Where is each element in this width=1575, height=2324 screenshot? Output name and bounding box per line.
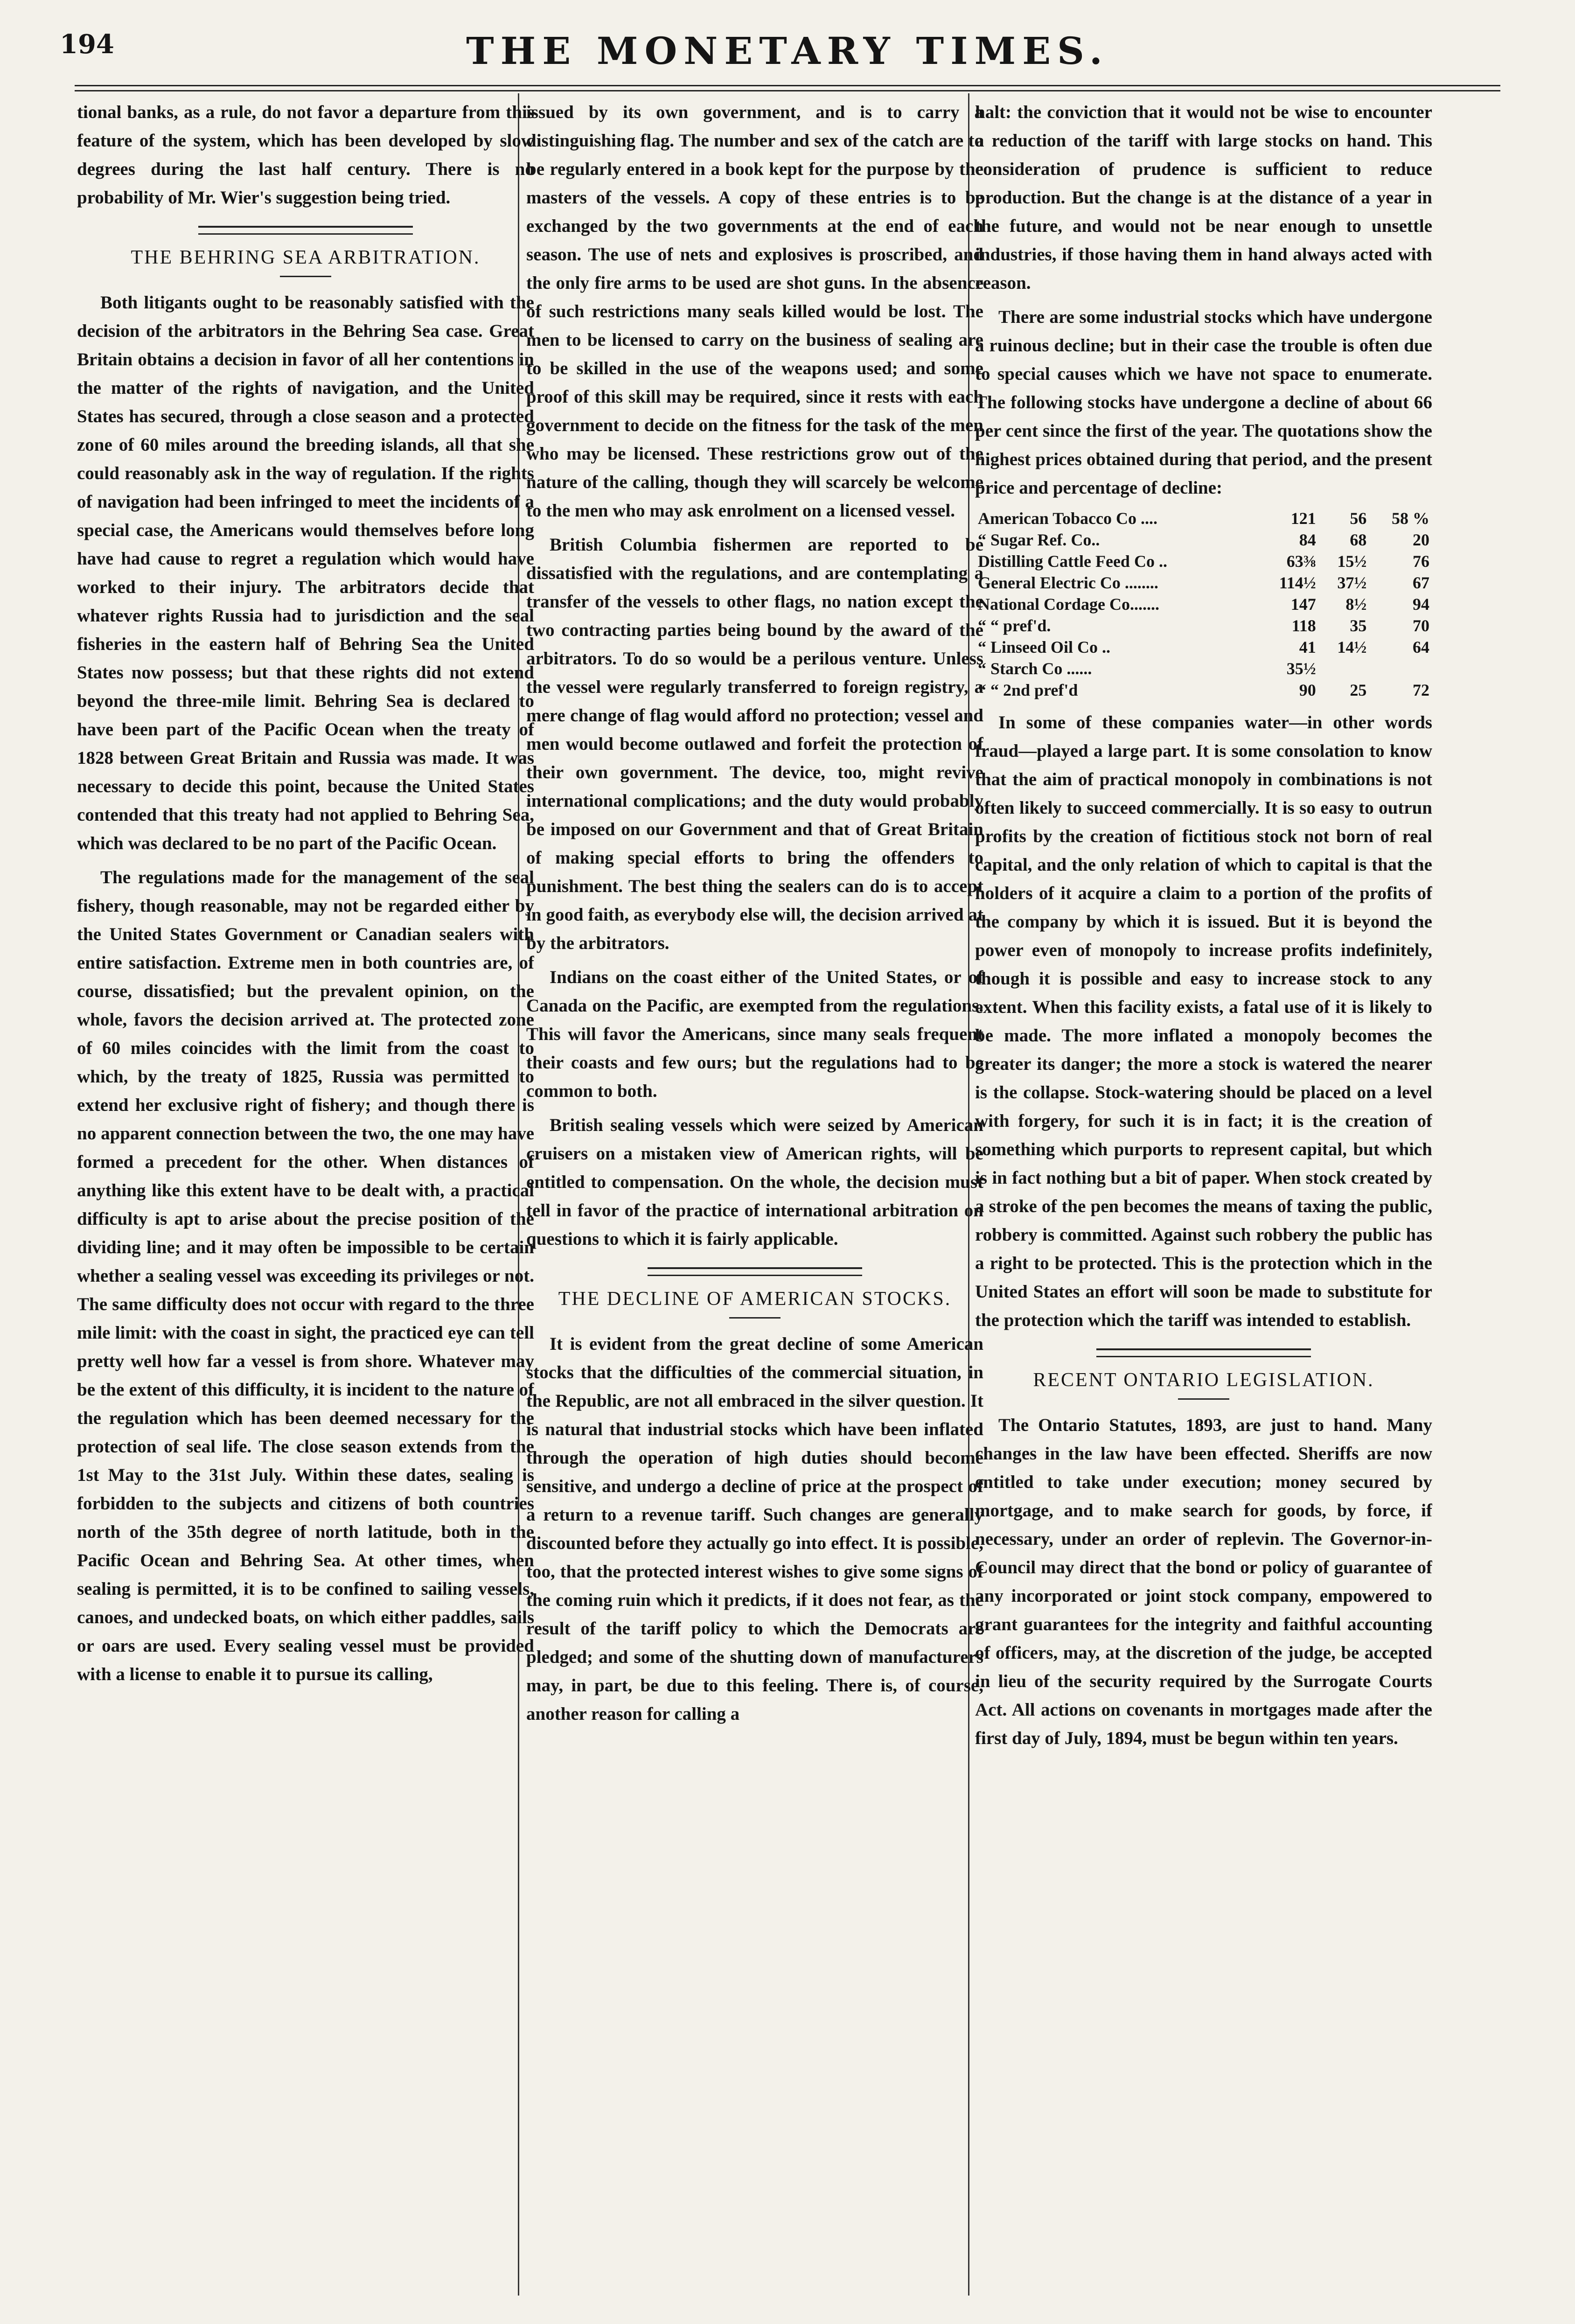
stock-name: “ Sugar Ref. Co.. (978, 530, 1100, 549)
page-number: 194 (60, 29, 114, 60)
header-rule (75, 85, 1500, 91)
stock-high: 90 (1299, 681, 1316, 699)
table-row (975, 508, 1432, 529)
stock-pct (1369, 658, 1432, 679)
stock-high: 121 (1290, 509, 1316, 528)
article-headline: RECENT ONTARIO LEGISLATION. (1033, 1369, 1374, 1391)
column-1 (77, 98, 534, 2300)
stock-pct: 58 % (1392, 509, 1429, 528)
paragraph: Indians on the coast either of the United States, or of Canada on the Pacific, are exempted from the regulations. This will favor the Americans, since many seals frequent their coasts and few ours; but the regulations had to be common to both. (526, 967, 983, 1101)
stock-high: 84 (1299, 530, 1316, 549)
stock-pct: 94 (1413, 595, 1429, 614)
stock-pct: 70 (1413, 616, 1429, 635)
stock-now: 37½ (1337, 573, 1367, 592)
paragraph: Both litigants ought to be reasonably satisfied with the decision of the arbitrators in the Behring Sea case. Great Britain obtains a decision in favor of all her contentions in the matter of the rights of navigation, and the United States has secured, through a close season and a protected zone of 60 miles around the breeding islands, all that she could reasonably ask in the way of regulation. If the rights of navigation had been infringed to meet the incidents of a special case, the Americans would themselves before long have had cause to regret a regulation which would have worked to their injury. The arbitrators decide that whatever rights Russia had to jurisdiction and the seal fisheries in the eastern half of Behring Sea the United States now possess; but that these rights did not extend beyond the three-mile limit. Behring Sea is declared to have been part of the Pacific Ocean when the treaty of 1828 between Great Britain and Russia was made. It was necessary to decide this point, because the United States contended that this treaty had not applied to Behring Sea, which was declared to be no part of the Pacific Ocean. (77, 293, 534, 853)
table-row (975, 529, 1432, 551)
stock-now: 35 (1350, 616, 1367, 635)
paragraph: The regulations made for the management of the seal fishery, though reasonable, may not be regarded either by the United States Government or Canadian sealers with entire satisfaction. Extreme men in both countries are, of course, dissatisfied; but the prevalent opinion, on the whole, favors the decision arrived at. The protected zone of 60 miles coincides with the limit from the coast to which, by the treaty of 1825, Russia was permitted to extend her exclusive right of fishery; and though there is no apparent connection between the two, the one may have formed a precedent for the other. When distances of anything like this extent have to be dealt with, a practical difficulty is apt to arise about the precise position of the dividing line; and it may often be impossible to be certain whether a sealing vessel was exceeding its privileges or not. The same difficulty does not occur with regard to the three mile limit: with the coast in sight, the practiced eye can tell pretty well how far a vessel is from shore. Whatever may be the extent of this difficulty, it is incident to the nature of the regulation which has been deemed necessary for the protection of seal life. The close season extends from the 1st May to the 31st July. Within these dates, sealing is forbidden to the subjects and citizens of both countries north of the 35th degree of north latitude, both in the Pacific Ocean and Behring Sea. At other times, when sealing is permitted, it is to be confined to sailing vessels, canoes, and undecked boats, on which either paddles, sails or oars are used. Every sealing vessel must be provided with a license to enable it to pursue its calling, (77, 867, 534, 1684)
headline-rule (1178, 1398, 1229, 1400)
article-headline: THE BEHRING SEA ARBITRATION. (131, 247, 481, 268)
stock-name: “ Starch Co ...... (978, 659, 1092, 678)
stock-pct: 64 (1413, 638, 1429, 656)
stock-now: 15½ (1337, 552, 1367, 571)
stock-name: American Tobacco Co .... (978, 509, 1157, 528)
table-row (975, 636, 1432, 658)
masthead-title: THE MONETARY TIMES. (466, 29, 1109, 73)
paragraph: In some of these companies water—in other words fraud—played a large part. It is some consolation to know that the aim of practical monopoly in combinations is not often likely to succeed commercially. It is so easy to outrun profits by the creation of fictitious stock not born of real capital, and the only relation of which to capital is that the holders of it acquire a claim to a portion of the profits of the company by which it is issued. But it is beyond the power even of monopoly to increase profits indefinitely, though it is possible and easy to increase stock to any extent. When this facility exists, a fatal use of it is likely to be made. The more inflated a monopoly becomes the greater its danger; the more a stock is watered the nearer is the collapse. Stock-watering should be placed on a level with forgery, for such it is in fact; it is the creation of something which purports to represent capital, but which is in fact nothing but a bit of paper. When stock created by a stroke of the pen becomes the means of taxing the public, robbery is committed. Against such robbery the public has a right to be protected. This is the protection which in the United States an effort will soon be made to substitute for the protection which the tariff was intended to establish. (975, 712, 1432, 1330)
stock-high: 114½ (1279, 573, 1316, 592)
paragraph: British Columbia fishermen are reported to be dissatisfied with the regulations, and are contemplating a transfer of the vessels to other flags, no nation except the two contracting parties being bound by the award of the arbitrators. To do so would be a perilous venture. Unless the vessel were regularly transferred to foreign registry, a mere change of flag would afford no protection; vessel and men would become outlawed and forfeit the protection of their own government. The device, too, might revive international complications; and the duty would probably be imposed on our Government and that of Great Britain of making special efforts to bring the offenders to punishment. The best thing the sealers can do is to accept in good faith, as everybody else will, the decision arrived at by the arbitrators. (526, 535, 983, 953)
stock-high: 63⅜ (1286, 552, 1316, 571)
table-row (975, 679, 1432, 701)
stock-now: 14½ (1337, 638, 1367, 656)
stock-pct: 76 (1413, 552, 1429, 571)
paragraph: The Ontario Statutes, 1893, are just to hand. Many changes in the law have been effected. Sheriffs are now entitled to take under execution; money secured by mortgage, and to make search for goods, by force, if necessary, under an order of replevin. The Governor-in-Council may direct that the bond or policy of guarantee of any incorporated or joint stock company, empowered to grant guarantees for the integrity and faithful accounting of officers, may, at the discretion of the judge, be accepted in lieu of the security required by the Surrogate Courts Act. All actions on covenants in mortgages made after the first day of July, 1894, must be begun within ten years. (975, 1415, 1432, 1748)
stock-high: 118 (1291, 616, 1316, 635)
paragraph: tional banks, as a rule, do not favor a departure from this feature of the system, which has been developed by slow degrees during the last half century. There is no probability of Mr. Wier's suggestion being tried. (77, 102, 534, 208)
paragraph: issued by its own government, and is to carry a distinguishing flag. The number and sex of the catch are to be regularly entered in a book kept for the purpose by the masters of the vessels. A copy of these entries is to be exchanged by the two governments at the end of each season. The use of nets and explosives is proscribed, and the only fire arms to be used are shot guns. In the absence of such restrictions many seals killed would be lost. The men to be licensed to carry on the business of sealing are to be skilled in the use of the weapons used; and some proof of this skill may be required, since it rests with each government to decide on the fitness for the task of the men who may be licensed. These restrictions grow out of the nature of the calling, though they will scarcely be welcome to the men who may ask enrolment on a licensed vessel. (526, 102, 983, 521)
stock-name: General Electric Co ........ (978, 573, 1158, 592)
column-3 (975, 98, 1432, 2300)
stock-name: “ Linseed Oil Co .. (978, 638, 1111, 656)
stock-high: 147 (1290, 595, 1316, 614)
stock-pct: 67 (1413, 573, 1429, 592)
table-row (975, 551, 1432, 572)
paragraph: halt: the conviction that it would not be wise to encounter a reduction of the tariff with large stocks on hand. This consideration of prudence is sufficient to reduce production. But the change is at the distance of a year in the future, and would not be near enough to unsettle industries, if those having them in hand always acted with reason. (975, 102, 1432, 293)
paragraph: It is evident from the great decline of some American stocks that the difficulties of the commercial situation, in the Republic, are not all embraced in the silver question. It is natural that industrial stocks which have been inflated through the operation of high duties should become sensitive, and undergo a decline of price at the prospect of a return to a revenue tariff. Such changes are generally discounted before they actually go into effect. It is possible, too, that the protected interest wishes to give some signs of the coming ruin which it predicts, if it does not fear, as the result of the tariff policy to which the Democrats are pledged; and some of the shutting down of manufacturers may, in part, be due to this feeling. There is, of course, another reason for calling a (526, 1334, 983, 1724)
stock-now: 25 (1350, 681, 1367, 699)
headline-rule (280, 276, 331, 277)
stock-decline-table (975, 508, 1432, 701)
section-separator (198, 226, 413, 235)
article-headline: THE DECLINE OF AMERICAN STOCKS. (558, 1288, 952, 1310)
table-row (975, 658, 1432, 679)
table-row (975, 572, 1432, 593)
stock-name: Distilling Cattle Feed Co .. (978, 552, 1167, 571)
paragraph: There are some industrial stocks which have undergone a ruinous decline; but in their case the trouble is often due to special causes which we have not space to enumerate. The following stocks have undergone a decline of about 66 per cent since the first of the year. The quotations show the highest prices obtained during that period, and the present price and percentage of decline: (975, 307, 1432, 498)
section-separator (1096, 1348, 1311, 1357)
stock-now: 68 (1350, 530, 1367, 549)
stock-name: “ “ pref'd. (978, 616, 1051, 635)
table-row (975, 615, 1432, 636)
stock-name: National Cordage Co....... (978, 595, 1159, 614)
stock-high: 41 (1299, 638, 1316, 656)
stock-now (1319, 658, 1370, 679)
stock-now: 56 (1350, 509, 1367, 528)
stock-pct: 72 (1413, 681, 1429, 699)
paragraph: British sealing vessels which were seized by American cruisers on a mistaken view of American rights, will be entitled to compensation. On the whole, the decision must tell in favor of the practice of international arbitration on questions to which it is fairly applicable. (526, 1115, 983, 1249)
stock-high: 35½ (1286, 659, 1316, 678)
section-separator (648, 1267, 862, 1276)
stock-pct: 20 (1413, 530, 1429, 549)
stock-name: “ “ 2nd pref'd (978, 681, 1078, 699)
stock-now: 8½ (1345, 595, 1367, 614)
table-row (975, 593, 1432, 615)
headline-rule (729, 1317, 781, 1319)
column-2 (526, 98, 983, 2300)
